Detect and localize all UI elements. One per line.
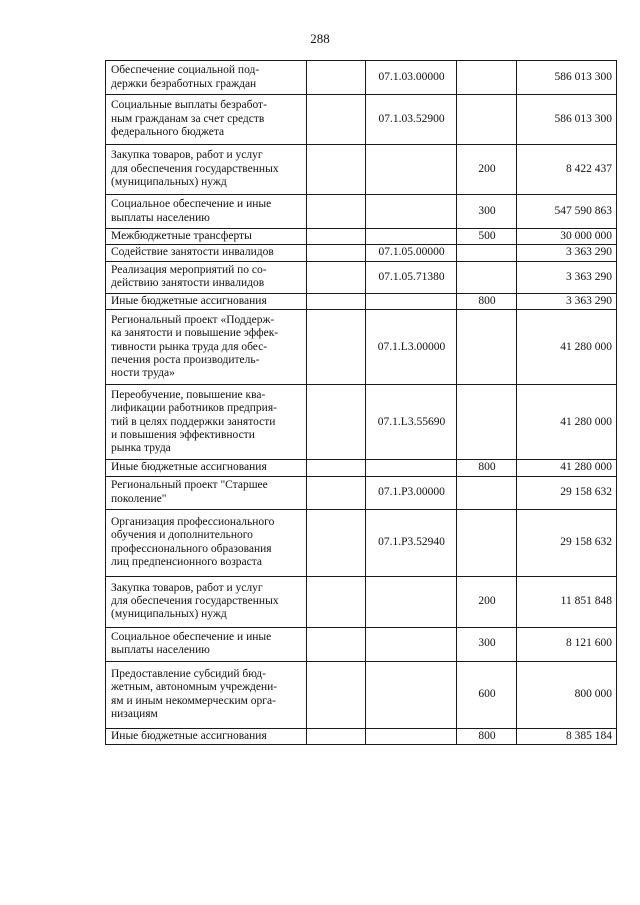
row-code-cell: 07.1.L3.55690 bbox=[366, 385, 457, 460]
row-name-cell: Региональный проект "Старшее поколение" bbox=[106, 476, 307, 509]
row-name-cell: Реализация мероприятий по со- действию занятости инвалидов bbox=[106, 261, 307, 293]
row-code-cell bbox=[366, 229, 457, 245]
row-name-cell: Обеспечение социальной под- держки безработных граждан bbox=[106, 61, 307, 95]
row-sum-cell: 29 158 632 bbox=[517, 509, 617, 576]
row-empty-cell bbox=[307, 476, 366, 509]
row-empty-cell bbox=[307, 627, 366, 661]
table-row bbox=[106, 261, 617, 293]
row-empty-cell bbox=[307, 460, 366, 476]
row-code-cell bbox=[366, 728, 457, 744]
row-code-cell bbox=[366, 627, 457, 661]
row-empty-cell bbox=[307, 576, 366, 627]
row-empty-cell bbox=[307, 195, 366, 229]
row-name-cell: Иные бюджетные ассигнования bbox=[106, 728, 307, 744]
budget-table bbox=[105, 60, 617, 745]
table-row bbox=[106, 509, 617, 576]
row-type-cell bbox=[457, 509, 517, 576]
row-name-cell: Иные бюджетные ассигнования bbox=[106, 460, 307, 476]
row-code-cell: 07.1.05.71380 bbox=[366, 261, 457, 293]
row-type-cell bbox=[457, 245, 517, 261]
table-row bbox=[106, 476, 617, 509]
row-sum-cell: 547 590 863 bbox=[517, 195, 617, 229]
row-sum-cell: 41 280 000 bbox=[517, 460, 617, 476]
row-empty-cell bbox=[307, 293, 366, 309]
row-code-cell: 07.1.P3.00000 bbox=[366, 476, 457, 509]
row-empty-cell bbox=[307, 728, 366, 744]
row-sum-cell: 11 851 848 bbox=[517, 576, 617, 627]
row-type-cell: 800 bbox=[457, 460, 517, 476]
row-empty-cell bbox=[307, 385, 366, 460]
row-sum-cell: 586 013 300 bbox=[517, 95, 617, 145]
row-code-cell bbox=[366, 293, 457, 309]
row-empty-cell bbox=[307, 145, 366, 195]
table-row bbox=[106, 293, 617, 309]
row-code-cell bbox=[366, 145, 457, 195]
row-empty-cell bbox=[307, 661, 366, 728]
row-sum-cell: 29 158 632 bbox=[517, 476, 617, 509]
row-name-cell: Социальное обеспечение и иные выплаты населению bbox=[106, 627, 307, 661]
table-row bbox=[106, 61, 617, 95]
row-name-cell: Содействие занятости инвалидов bbox=[106, 245, 307, 261]
row-sum-cell: 3 363 290 bbox=[517, 293, 617, 309]
row-name-cell: Иные бюджетные ассигнования bbox=[106, 293, 307, 309]
row-code-cell bbox=[366, 195, 457, 229]
row-code-cell: 07.1.P3.52940 bbox=[366, 509, 457, 576]
row-name-cell: Переобучение, повышение ква- лификации работников предприя- тий в целях поддержки занятости и повышения эффективности рынка труда bbox=[106, 385, 307, 460]
table-row bbox=[106, 728, 617, 744]
row-empty-cell bbox=[307, 229, 366, 245]
row-type-cell: 300 bbox=[457, 195, 517, 229]
table-row bbox=[106, 195, 617, 229]
row-empty-cell bbox=[307, 261, 366, 293]
table-row bbox=[106, 576, 617, 627]
row-code-cell: 07.1.05.00000 bbox=[366, 245, 457, 261]
row-sum-cell: 30 000 000 bbox=[517, 229, 617, 245]
row-empty-cell bbox=[307, 95, 366, 145]
row-name-cell: Социальные выплаты безработ- ным гражданам за счет средств федерального бюджета bbox=[106, 95, 307, 145]
row-sum-cell: 8 385 184 bbox=[517, 728, 617, 744]
row-type-cell: 800 bbox=[457, 728, 517, 744]
table-row bbox=[106, 310, 617, 385]
row-type-cell bbox=[457, 385, 517, 460]
table-row bbox=[106, 245, 617, 261]
row-type-cell bbox=[457, 476, 517, 509]
row-type-cell: 800 bbox=[457, 293, 517, 309]
row-name-cell: Межбюджетные трансферты bbox=[106, 229, 307, 245]
table-row bbox=[106, 661, 617, 728]
row-type-cell: 500 bbox=[457, 229, 517, 245]
table-row bbox=[106, 95, 617, 145]
row-sum-cell: 8 422 437 bbox=[517, 145, 617, 195]
row-name-cell: Закупка товаров, работ и услуг для обеспечения государственных (муниципальных) нужд bbox=[106, 145, 307, 195]
row-empty-cell bbox=[307, 310, 366, 385]
row-type-cell: 300 bbox=[457, 627, 517, 661]
row-type-cell bbox=[457, 95, 517, 145]
table-row bbox=[106, 145, 617, 195]
row-type-cell bbox=[457, 61, 517, 95]
row-code-cell bbox=[366, 576, 457, 627]
row-sum-cell: 41 280 000 bbox=[517, 310, 617, 385]
table-row bbox=[106, 385, 617, 460]
row-name-cell: Социальное обеспечение и иные выплаты населению bbox=[106, 195, 307, 229]
row-name-cell: Закупка товаров, работ и услуг для обеспечения государственных (муниципальных) нужд bbox=[106, 576, 307, 627]
row-code-cell bbox=[366, 661, 457, 728]
row-sum-cell: 800 000 bbox=[517, 661, 617, 728]
row-empty-cell bbox=[307, 245, 366, 261]
row-type-cell bbox=[457, 261, 517, 293]
row-code-cell: 07.1.03.52900 bbox=[366, 95, 457, 145]
row-sum-cell: 3 363 290 bbox=[517, 261, 617, 293]
budget-table-body bbox=[106, 61, 617, 745]
row-sum-cell: 41 280 000 bbox=[517, 385, 617, 460]
row-sum-cell: 3 363 290 bbox=[517, 245, 617, 261]
row-code-cell: 07.1.03.00000 bbox=[366, 61, 457, 95]
row-name-cell: Организация профессионального обучения и дополнительного профессионального образования лиц предпенсионного возраста bbox=[106, 509, 307, 576]
row-code-cell: 07.1.L3.00000 bbox=[366, 310, 457, 385]
row-code-cell bbox=[366, 460, 457, 476]
row-type-cell bbox=[457, 310, 517, 385]
row-type-cell: 200 bbox=[457, 576, 517, 627]
row-type-cell: 600 bbox=[457, 661, 517, 728]
row-sum-cell: 8 121 600 bbox=[517, 627, 617, 661]
row-empty-cell bbox=[307, 61, 366, 95]
row-name-cell: Региональный проект «Поддерж- ка занятости и повышение эффек- тивности рынка труда для обес- печения роста производитель- ности труда» bbox=[106, 310, 307, 385]
row-type-cell: 200 bbox=[457, 145, 517, 195]
page-number: 288 bbox=[310, 31, 330, 46]
table-row bbox=[106, 627, 617, 661]
table-row bbox=[106, 460, 617, 476]
row-empty-cell bbox=[307, 509, 366, 576]
row-name-cell: Предоставление субсидий бюд- жетным, автономным учреждени- ям и иным некоммерческим орга- низациям bbox=[106, 661, 307, 728]
table-row bbox=[106, 229, 617, 245]
row-sum-cell: 586 013 300 bbox=[517, 61, 617, 95]
